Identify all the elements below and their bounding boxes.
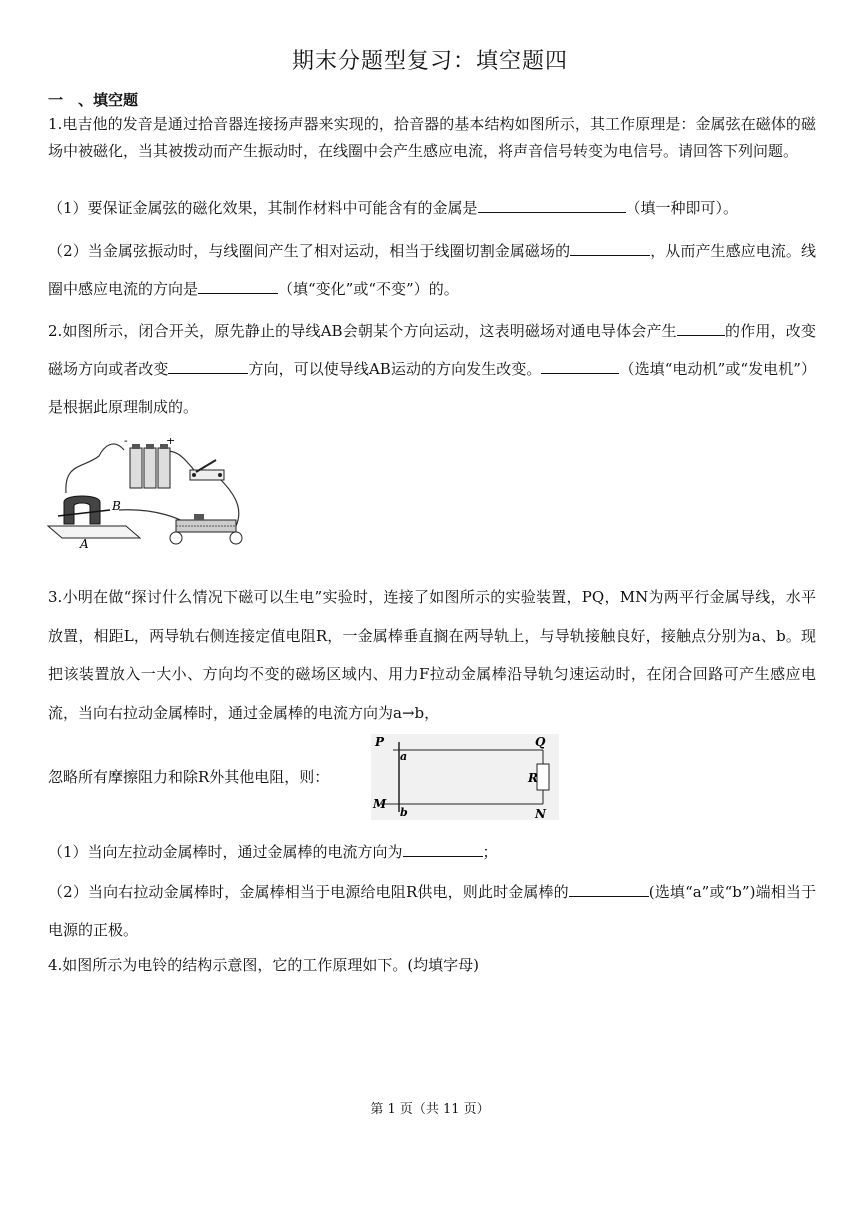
rheostat bbox=[170, 514, 242, 544]
label-M: M bbox=[373, 797, 387, 811]
q1-stem: 1.电吉他的发音是通过拾音器连接扬声器来实现的，拾音器的基本结构如图所示，其工作原理是：金属弦在磁体的磁场中被磁化，当其被拨动而产生振动时，在线圈中会产生感应电流，将声音信号转变为电信号。请回答下列问题。 bbox=[48, 115, 816, 160]
q3-part2-text-a: （2）当向右拉动金属棒时，金属棒相当于电源给电阻R供电，则此时金属棒的 bbox=[48, 883, 569, 901]
q2-text-a: 2.如图所示，闭合开关，原先静止的导线AB会朝某个方向运动，这表明磁场对通电导体会产生 bbox=[48, 322, 677, 340]
motor-circuit-figure bbox=[44, 438, 250, 554]
battery bbox=[130, 444, 170, 488]
q3-part1-blank[interactable] bbox=[403, 838, 483, 857]
q2-text-b: 的作用，改变磁场方向或者改变 bbox=[48, 322, 816, 378]
q2-blank-1[interactable] bbox=[677, 317, 725, 336]
battery-minus-label: - bbox=[124, 438, 128, 447]
q1-part2-text-b: ，从而产生感应电流。线圈中感应电流的方向是 bbox=[48, 242, 816, 298]
magnet-apparatus bbox=[48, 496, 140, 538]
q2-text-d: （选填“电动机”或“发电机”）是根据此原理制成的。 bbox=[48, 360, 816, 416]
q2-blank-2[interactable] bbox=[168, 355, 248, 374]
label-a: a bbox=[400, 750, 408, 763]
q3-part1-text-a: （1）当向左拉动金属棒时，通过金属棒的电流方向为 bbox=[48, 843, 403, 861]
switch bbox=[190, 460, 224, 480]
q1-part2-text-a: （2）当金属弦振动时，与线圈间产生了相对运动，相当于线圈切割金属磁场的 bbox=[48, 242, 571, 260]
label-A: A bbox=[80, 537, 89, 551]
page-title: 期末分题型复习：填空题四 bbox=[291, 49, 568, 74]
q4-stem: 4.如图所示为电铃的结构示意图，它的工作原理如下。(均填字母) bbox=[48, 956, 480, 974]
q1-part2-blank-2[interactable] bbox=[198, 275, 278, 294]
q3-ignore: 忽略所有摩擦阻力和除R外其他电阻，则： bbox=[48, 768, 330, 786]
label-B: B bbox=[112, 499, 121, 513]
page-footer: 第 1 页（共 11 页） bbox=[370, 1102, 490, 1117]
q1-part1-text-b: （填一种即可）。 bbox=[625, 199, 739, 217]
q2-blank-3[interactable] bbox=[541, 355, 619, 374]
q3-part1 bbox=[48, 838, 816, 866]
q2-text-c: 方向，可以使导线AB运动的方向发生改变。 bbox=[248, 360, 542, 378]
q1-part1-blank[interactable] bbox=[478, 194, 626, 213]
label-Q: Q bbox=[535, 735, 546, 749]
q3-stem: 3.小明在做“探讨什么情况下磁可以生电”实验时，连接了如图所示的实验装置，PQ，MN为两平行金属导线，水平放置，相距L，两导轨右侧连接定值电阻R，一金属棒垂直搁在两导轨上，与导轨接触良好，接触点分别为a、b。现把该装置放入一大小、方向均不变的磁场区域内、用力F拉动金属棒沿导轨匀速运动时，在闭合回路可产生感应电流，当向右拉动金属棒时，通过金属棒的电流方向为a→b， bbox=[48, 588, 816, 722]
q1-part2-blank-1[interactable] bbox=[570, 237, 650, 256]
label-P: P bbox=[375, 735, 385, 749]
battery-plus-label: + bbox=[166, 438, 176, 447]
rails-figure bbox=[371, 734, 559, 820]
section-heading: 一 、填空题 bbox=[48, 91, 139, 109]
label-R: R bbox=[528, 771, 538, 785]
q1-part1-text-a: （1）要保证金属弦的磁化效果，其制作材料中可能含有的金属是 bbox=[48, 199, 478, 217]
q3-part2-blank[interactable] bbox=[569, 878, 649, 897]
q3-part2-text-b: (选填“a”或“b”)端相当于电源的正极。 bbox=[48, 883, 816, 939]
q2-text bbox=[48, 312, 816, 426]
q1-part2 bbox=[48, 232, 816, 308]
q3-part2 bbox=[48, 873, 816, 949]
label-b: b bbox=[400, 806, 408, 819]
q1-part1 bbox=[48, 194, 816, 222]
q3-part1-text-b: ； bbox=[482, 843, 498, 861]
q1-part2-text-c: （填“变化”或“不变”）的。 bbox=[278, 280, 459, 298]
label-N: N bbox=[535, 807, 546, 820]
